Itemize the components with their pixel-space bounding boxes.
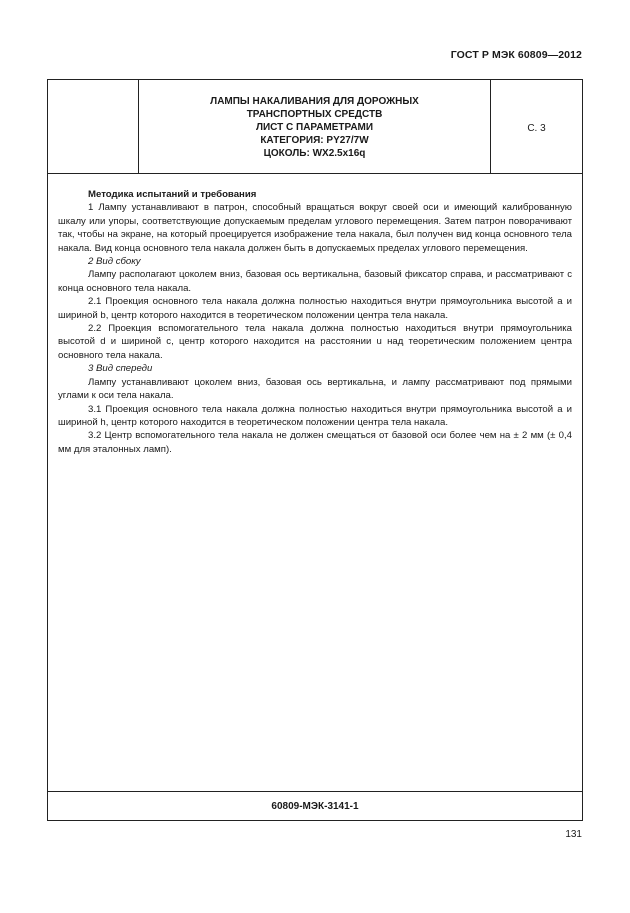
- title-line-4: КАТЕГОРИЯ: PY27/7W: [260, 135, 369, 146]
- content-body: [58, 188, 572, 456]
- section-heading: Методика испытаний и требования: [88, 189, 257, 200]
- title-block: [48, 80, 582, 174]
- paragraph-2-2: 2.2 Проекция вспомогательного тела накала должна полностью находиться внутри прямоугольника высотой d и шириной c, центр которого находится на расстоянии u над теоретическим положением центра основного тела накала.: [58, 323, 572, 361]
- sheet-frame: [47, 79, 583, 821]
- title-block-left-cell: [48, 80, 139, 173]
- front-view-title: 3 Вид спереди: [88, 363, 153, 375]
- title-line-2: ТРАНСПОРТНЫХ СРЕДСТВ: [246, 109, 383, 120]
- title-line-1: ЛАМПЫ НАКАЛИВАНИЯ ДЛЯ ДОРОЖНЫХ: [210, 96, 419, 107]
- paragraph-3-1: 3.1 Проекция основного тела накала должна полностью находиться внутри прямоугольника высотой a и шириной h, центр которого находится в теоретическом положении центра тела накала.: [58, 403, 572, 428]
- page-number: 131: [565, 829, 582, 840]
- paragraph-2: Лампу располагают цоколем вниз, базовая ось вертикальна, базовый фиксатор справа, и рассматривают с конца основного тела накала.: [58, 269, 572, 294]
- sheet-number: С. 3: [490, 80, 582, 173]
- standard-designation: ГОСТ Р МЭК 60809—2012: [450, 49, 582, 61]
- paragraph-2-1: 2.1 Проекция основного тела накала должна полностью находиться внутри прямоугольника высотой a и шириной b, центр которого находится в теоретическом положении центра тела накала.: [58, 296, 572, 321]
- paragraph-3-2: 3.2 Центр вспомогательного тела накала не должен смещаться от базовой оси более чем на ± 2 мм (± 0,4 мм для эталонных ламп).: [58, 430, 572, 455]
- side-view-title: 2 Вид сбоку: [88, 256, 141, 268]
- paragraph-3: Лампу устанавливают цоколем вниз, базовая ось вертикальна, и лампу рассматривают под прямыми углами к оси тела накала.: [58, 376, 572, 402]
- title-block-center-cell: [139, 95, 490, 160]
- title-line-5: ЦОКОЛЬ: WX2.5x16q: [263, 148, 366, 159]
- title-line-3: ЛИСТ С ПАРАМЕТРАМИ: [255, 122, 374, 133]
- sheet-code: 60809-МЭК-3141-1: [48, 791, 582, 820]
- paragraph-1: 1 Лампу устанавливают в патрон, способный вращаться вокруг своей оси и имеющий калиброванную шкалу или упоры, соответствующие допускаемым пределам углового перемещения. Затем патрон поворачивают так, чтобы на экране, на который проецируется изображение тела накала, был получен вид конца основного тела накала. Вид конца основного тела накала должен быть в допускаемых пределах углового перемещения.: [58, 202, 572, 254]
